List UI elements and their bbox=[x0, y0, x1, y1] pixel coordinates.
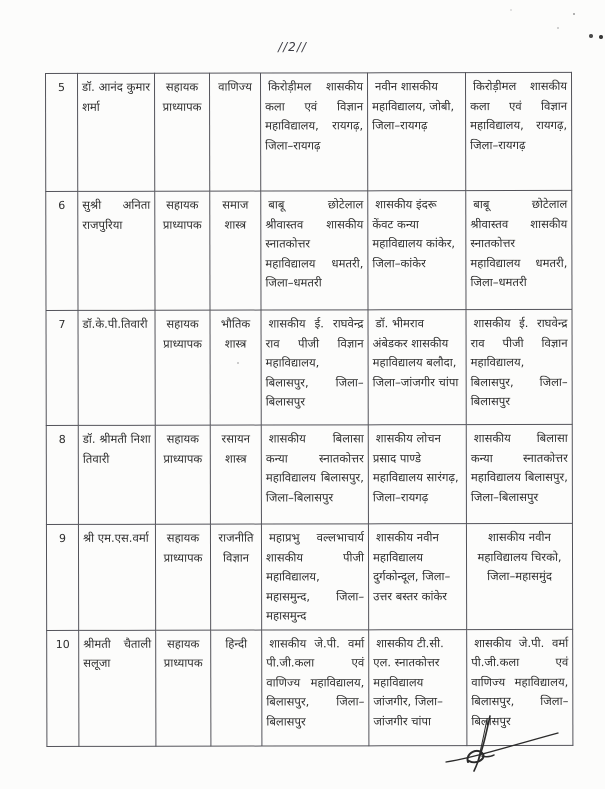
cell-subject: रसायन शास्त्र bbox=[210, 425, 261, 524]
cell-college-from: महाप्रभु वल्लभाचार्य शासकीय पीजी महाविद्यालय, महासमुन्द, जिला–महासमुन्द bbox=[261, 524, 368, 630]
table-row bbox=[46, 72, 572, 191]
cell-college-new-posting: शासकीय नवीन महाविद्यालय दुर्गकोन्दूल, जिला–उत्तर बस्तर कांकेर bbox=[368, 524, 466, 630]
table-row bbox=[46, 309, 572, 425]
cell-officer-name: डॉ. आनंद कुमार शर्मा bbox=[78, 73, 155, 191]
cell-college-attachment: शासकीय ई. राघवेन्द्र राव पीजी विज्ञान महाविद्यालय, बिलासपुर, जिला–बिलासपुर bbox=[466, 309, 572, 424]
cell-officer-name: सुश्री अनिता राजपुरिया bbox=[78, 191, 155, 310]
page-number: //2// bbox=[278, 40, 307, 54]
cell-college-new-posting: डॉ. भीमराव अंबेडकर शासकीय महाविद्यालय बलौदा, जिला–जांजगीर चांपा bbox=[368, 310, 466, 425]
cell-serial-number: 9 bbox=[46, 524, 78, 630]
cell-subject: भौतिक शास्त्र bbox=[210, 310, 261, 425]
cell-subject: राजनीति विज्ञान bbox=[210, 524, 261, 630]
cell-college-new-posting: शासकीय लोचन प्रसाद पाण्डे महाविद्यालय सारंगढ़, जिला–रायगढ़ bbox=[368, 425, 466, 524]
cell-college-new-posting: नवीन शासकीय महाविद्यालय, जोबी, जिला–रायगढ़ bbox=[368, 73, 466, 191]
cell-serial-number: 10 bbox=[47, 630, 79, 746]
cell-college-from: शासकीय बिलासा कन्या स्नातकोत्तर महाविद्यालय बिलासपुर, जिला–बिलासपुर bbox=[261, 425, 368, 524]
signature-icon bbox=[438, 712, 566, 774]
cell-serial-number: 7 bbox=[46, 310, 78, 425]
cell-officer-name: डॉ.के.पी.तिवारी bbox=[78, 310, 155, 425]
table-row bbox=[46, 190, 572, 310]
cell-college-from: किरोड़ीमल शासकीय कला एवं विज्ञान महाविद्यालय, रायगढ़, जिला–रायगढ़ bbox=[261, 73, 368, 191]
cell-designation: सहायक प्राध्यापक bbox=[155, 73, 210, 191]
cell-college-attachment: शासकीय बिलासा कन्या स्नातकोत्तर महाविद्यालय बिलासपुर, जिला–बिलासपुर bbox=[466, 424, 572, 523]
cell-subject: वाणिज्य bbox=[210, 73, 261, 191]
cell-college-attachment: शासकीय नवीन महाविद्यालय चिरको, जिला–महासमुंद bbox=[466, 523, 572, 629]
cell-officer-name: डॉ. श्रीमती निशा तिवारी bbox=[78, 425, 155, 524]
table-row bbox=[46, 424, 572, 524]
cell-serial-number: 8 bbox=[46, 425, 78, 524]
cell-officer-name: श्रीमती चैताली सलूजा bbox=[79, 630, 156, 746]
cell-serial-number: 6 bbox=[46, 191, 78, 310]
cell-college-new-posting: शासकीय इंदरू केंवट कन्या महाविद्यालय कांकेर, जिला–कांकेर bbox=[368, 191, 466, 310]
cell-designation: सहायक प्राध्यापक bbox=[155, 310, 210, 425]
cell-college-from: शासकीय जे.पी. वर्मा पी.जी.कला एवं वाणिज्य महाविद्यालय, बिलासपुर, जिला–बिलासपुर bbox=[262, 629, 369, 745]
cell-designation: सहायक प्राध्यापक bbox=[155, 425, 210, 524]
scan-noise-specks bbox=[573, 13, 575, 15]
table-row bbox=[46, 523, 572, 630]
cell-serial-number: 5 bbox=[46, 73, 78, 191]
cell-college-from: बाबू छोटेलाल श्रीवास्तव शासकीय स्नातकोत्तर महाविद्यालय धमतरी, जिला–धमतरी bbox=[261, 191, 368, 310]
cell-college-attachment: शासकीय जे.पी. वर्मा पी.जी.कला एवं वाणिज्य महाविद्यालय, बिलासपुर, जिला–बिलासपुर bbox=[467, 629, 573, 745]
cell-designation: सहायक प्राध्यापक bbox=[155, 524, 210, 630]
cell-designation: सहायक प्राध्यापक bbox=[156, 630, 211, 746]
cell-college-new-posting: शासकीय टी.सी. एल. स्नातकोत्तर महाविद्यालय जांजगीर, जिला–जांजगीर चांपा bbox=[369, 629, 467, 745]
cell-college-from: शासकीय ई. राघवेन्द्र राव पीजी विज्ञान महाविद्यालय, बिलासपुर, जिला–बिलासपुर bbox=[261, 310, 368, 425]
cell-college-attachment: किरोड़ीमल शासकीय कला एवं विज्ञान महाविद्यालय, रायगढ़, जिला–रायगढ़ bbox=[466, 72, 572, 190]
transfer-list-table bbox=[45, 72, 573, 747]
cell-officer-name: श्री एम.एस.वर्मा bbox=[78, 524, 155, 630]
cell-designation: सहायक प्राध्यापक bbox=[155, 191, 210, 310]
cell-subject: हिन्दी bbox=[211, 630, 262, 746]
cell-college-attachment: बाबू छोटेलाल श्रीवास्तव शासकीय स्नातकोत्तर महाविद्यालय धमतरी, जिला–धमतरी bbox=[466, 190, 572, 309]
cell-subject: समाज शास्त्र bbox=[210, 191, 261, 310]
